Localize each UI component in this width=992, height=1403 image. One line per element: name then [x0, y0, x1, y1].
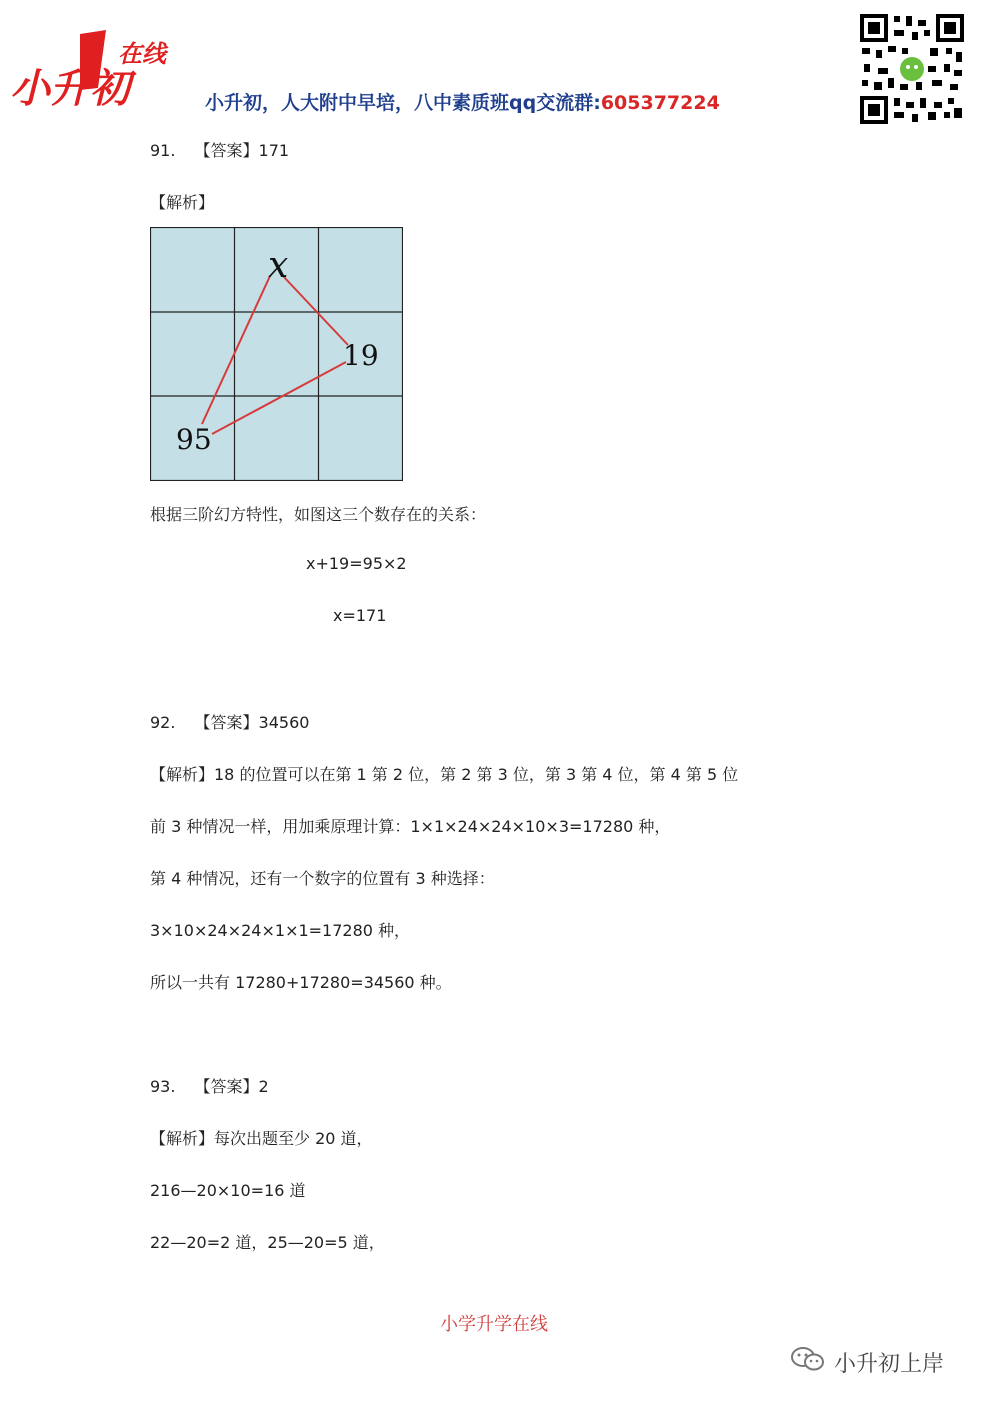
wechat-icon — [790, 1345, 826, 1379]
q91-equation-1: x+19=95×2 — [306, 554, 407, 573]
q93-header — [150, 1074, 269, 1097]
qr-code — [858, 12, 966, 126]
q93-answer: 【答案】2 — [194, 1077, 269, 1096]
grid-label-x: x — [268, 245, 289, 286]
q93-line-3: 22—20=2 道，25—20=5 道， — [150, 1233, 385, 1252]
grid-label-19: 19 — [343, 339, 379, 372]
q92-number: 92. — [150, 713, 176, 732]
q91-analysis-label: 【解析】 — [150, 193, 215, 212]
q92-line-3: 第 4 种情况，还有一个数字的位置有 3 种选择： — [150, 869, 495, 888]
q92-line-5: 所以一共有 17280+17280=34560 种。 — [150, 973, 452, 992]
grid-label-95: 95 — [176, 423, 212, 456]
logo-online-text: 在线 — [118, 40, 166, 68]
header-title-text: 小升初，人大附中早培，八中素质班qq交流群: — [205, 92, 601, 114]
brand-name: 小升初上岸 — [834, 1351, 945, 1377]
q91-answer: 【答案】171 — [194, 141, 290, 160]
site-logo — [10, 28, 170, 110]
q92-header — [150, 710, 309, 733]
magic-square-figure — [150, 227, 403, 481]
header-title — [205, 88, 720, 115]
q91-header — [150, 138, 289, 161]
q93-line-2: 216—20×10=16 道 — [150, 1181, 306, 1200]
q93-number: 93. — [150, 1077, 176, 1096]
q92-line-2: 前 3 种情况一样，用加乘原理计算：1×1×24×24×10×3=17280 种， — [150, 817, 671, 836]
q92-line-4: 3×10×24×24×1×1=17280 种， — [150, 921, 411, 940]
q93-line-1: 【解析】每次出题至少 20 道， — [150, 1129, 373, 1148]
q92-answer: 【答案】34560 — [194, 713, 310, 732]
q91-explain: 根据三阶幻方特性，如图这三个数存在的关系： — [150, 505, 487, 524]
footer-site-name: 小学升学在线 — [440, 1314, 548, 1335]
wechat-brand — [790, 1345, 944, 1379]
logo-main-text: 小升初 — [10, 66, 130, 110]
q92-line-1: 【解析】18 的位置可以在第 1 第 2 位，第 2 第 3 位，第 3 第 4 位，第 4 第 5 位 — [150, 765, 739, 784]
q91-equation-2: x=171 — [333, 606, 387, 625]
qq-number: 605377224 — [600, 92, 720, 114]
q91-number: 91. — [150, 141, 176, 160]
